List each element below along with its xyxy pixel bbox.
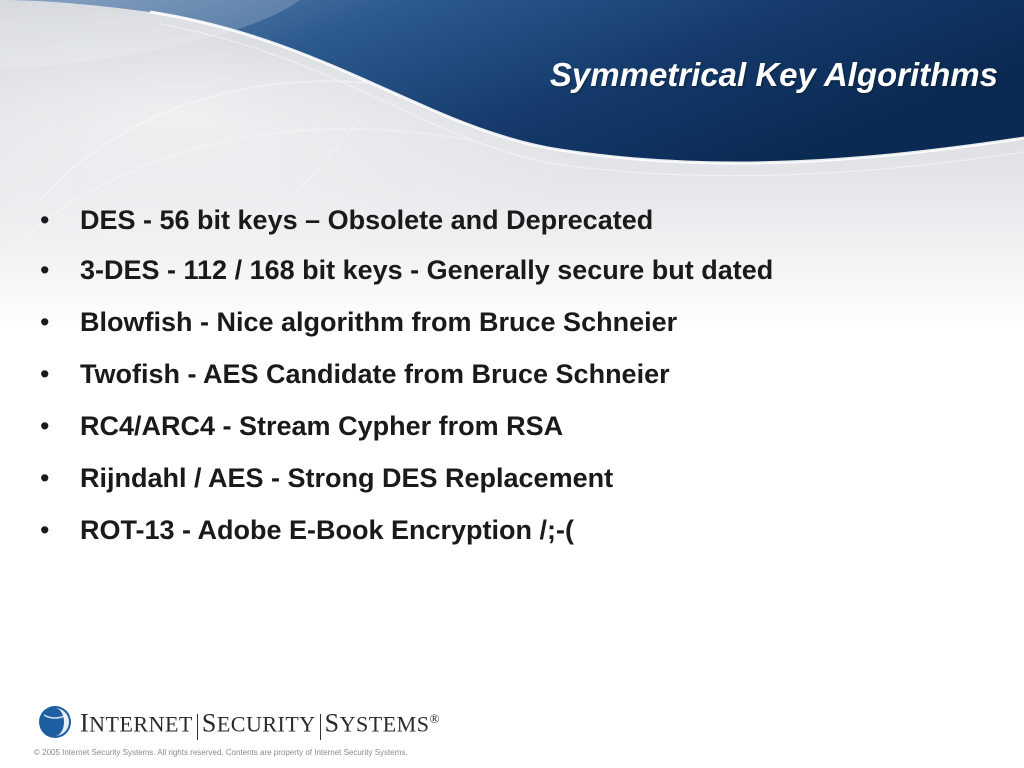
logo-word-rest: ECURITY (216, 711, 316, 737)
bullet-text: 3-DES - 112 / 168 bit keys - Generally secure but dated (80, 255, 774, 285)
bullet-text: RC4/ARC4 - Stream Cypher from RSA (80, 411, 564, 441)
logo-wordmark (80, 704, 440, 739)
bullet-item (40, 406, 563, 446)
bullet-item (40, 458, 613, 498)
bullet-item (40, 200, 653, 240)
registered-mark: ® (429, 711, 440, 727)
logo-divider (197, 714, 198, 740)
logo-initial: I (80, 708, 90, 738)
bullet-symbol: • (40, 411, 50, 441)
logo-word-rest: YSTEMS (339, 711, 430, 737)
bullet-item (40, 250, 773, 290)
logo-divider (320, 714, 321, 740)
bullet-symbol: • (40, 359, 50, 389)
logo-word-rest: NTERNET (89, 711, 193, 737)
bullet-text: Rijndahl / AES - Strong DES Replacement (80, 463, 614, 493)
bullet-symbol: • (40, 307, 50, 337)
slide-title: Symmetrical Key Algorithms (549, 56, 998, 93)
logo-initial: S (324, 708, 340, 738)
bullet-symbol: • (40, 255, 50, 285)
bullet-item (40, 302, 677, 342)
bullet-text: ROT-13 - Adobe E-Book Encryption /;-( (80, 515, 575, 545)
bullet-symbol: • (40, 463, 50, 493)
bullet-symbol: • (40, 205, 50, 235)
bullet-item (40, 354, 670, 394)
logo-initial: S (201, 708, 217, 738)
bullet-text: Blowfish - Nice algorithm from Bruce Schneier (80, 307, 678, 337)
iss-globe-logo-icon (38, 705, 72, 739)
bullet-symbol: • (40, 515, 50, 545)
company-logo (38, 704, 440, 740)
bullet-text: DES - 56 bit keys – Obsolete and Deprecated (80, 205, 654, 235)
copyright-notice: © 2005 Internet Security Systems. All rights reserved. Contents are property of Internet Security Systems. (34, 748, 408, 757)
bullet-text: Twofish - AES Candidate from Bruce Schneier (80, 359, 670, 389)
bullet-item (40, 510, 574, 550)
